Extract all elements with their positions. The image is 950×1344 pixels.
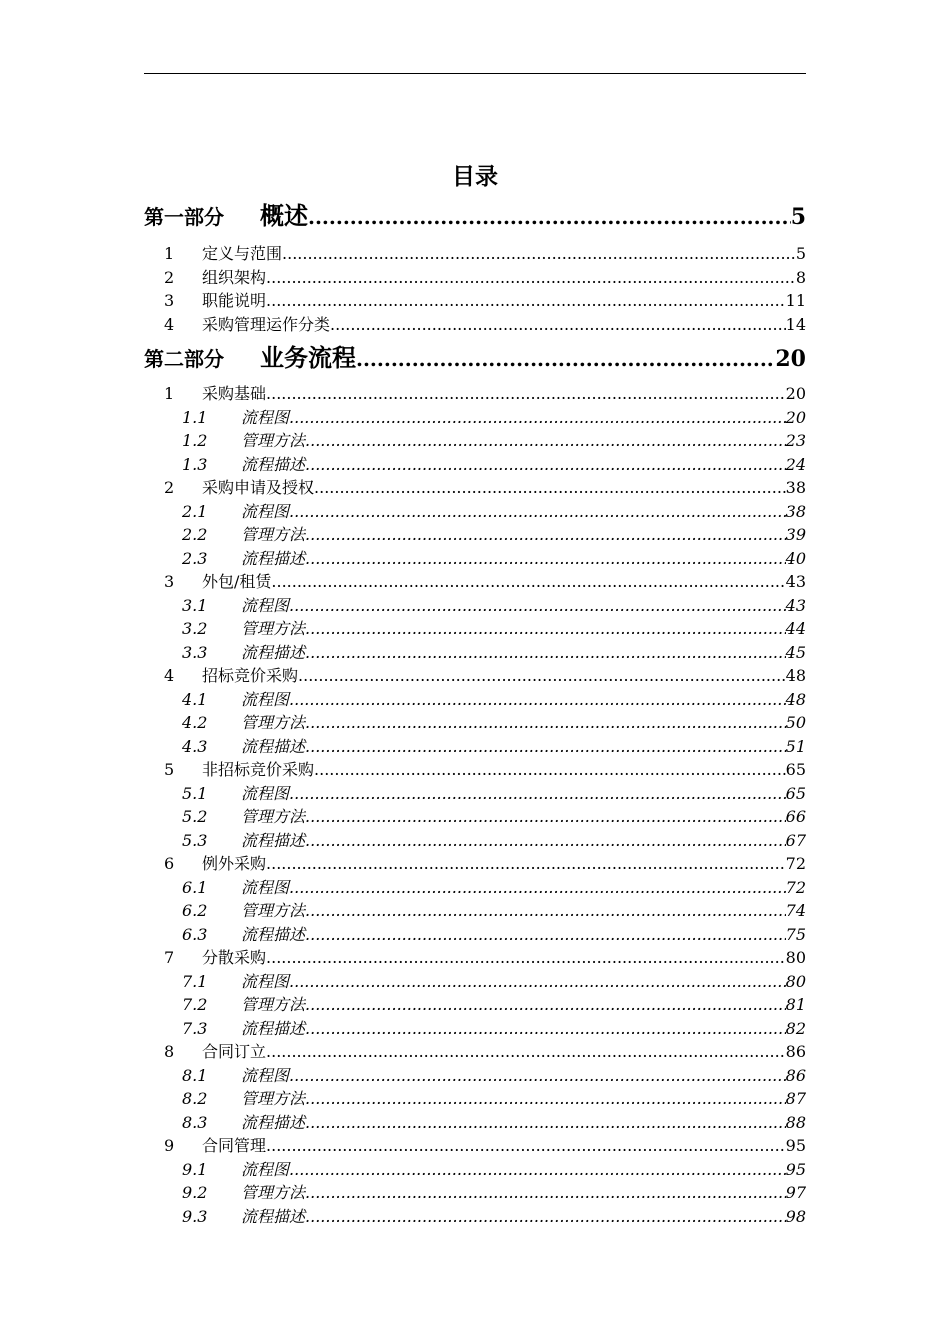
entry-page-number: 82 <box>785 1018 806 1038</box>
toc-subsection-entry[interactable] <box>144 1087 806 1111</box>
entry-leader <box>305 993 786 1017</box>
entry-leader <box>305 805 786 829</box>
toc-subsection-entry[interactable] <box>144 923 806 947</box>
toc-section-entry[interactable] <box>144 242 806 266</box>
entry-leader <box>266 289 786 313</box>
entry-page-number: 40 <box>785 548 806 568</box>
entry-page-number: 98 <box>785 1206 806 1226</box>
toc-subsection-entry[interactable] <box>144 688 806 712</box>
entry-number: 9.2 <box>182 1183 208 1202</box>
toc-section-entry[interactable] <box>144 1134 806 1158</box>
entry-number: 2.2 <box>182 525 208 544</box>
entry-number: 2.3 <box>182 548 208 568</box>
entry-label: 流程描述 <box>241 1112 306 1132</box>
entry-leader <box>266 1040 786 1064</box>
entry-number: 5 <box>164 760 175 779</box>
entry-page-number: 97 <box>785 1183 806 1202</box>
entry-number: 7 <box>164 948 175 967</box>
entry-leader <box>305 735 786 759</box>
toc-part-entry[interactable] <box>144 200 806 231</box>
entry-number: 2 <box>164 478 175 497</box>
entry-page-number: 67 <box>785 830 806 850</box>
entry-page-number: 95 <box>785 1159 806 1179</box>
entry-label: 概述 <box>260 201 308 230</box>
entry-number: 4.3 <box>182 736 208 756</box>
entry-number: 1.3 <box>182 454 208 474</box>
entry-page-number: 72 <box>785 854 806 873</box>
entry-number: 6.2 <box>182 901 208 920</box>
entry-label: 流程图 <box>241 1159 290 1179</box>
toc-subsection-entry[interactable] <box>144 735 806 759</box>
toc-subsection-entry[interactable] <box>144 711 806 735</box>
toc-section-entry[interactable] <box>144 289 806 313</box>
entry-number: 8 <box>164 1042 175 1061</box>
toc-subsection-entry[interactable] <box>144 1158 806 1182</box>
entry-leader <box>330 313 786 337</box>
table-of-contents <box>144 200 806 1228</box>
entry-leader <box>305 617 786 641</box>
entry-number: 5.2 <box>182 807 208 826</box>
entry-label: 流程图 <box>241 501 290 521</box>
entry-number: 8.2 <box>182 1089 208 1108</box>
entry-leader <box>314 476 786 500</box>
entry-leader <box>305 547 786 571</box>
entry-page-number: 65 <box>785 783 806 803</box>
entry-number: 第一部分 <box>144 205 224 229</box>
entry-label: 流程图 <box>241 971 290 991</box>
toc-subsection-entry[interactable] <box>144 805 806 829</box>
toc-subsection-entry[interactable] <box>144 829 806 853</box>
entry-leader <box>289 500 786 524</box>
entry-label: 例外采购 <box>202 854 267 873</box>
entry-number: 4 <box>164 314 175 334</box>
entry-leader <box>308 202 791 231</box>
entry-number: 3 <box>164 572 175 591</box>
entry-leader <box>271 570 785 594</box>
toc-subsection-entry[interactable] <box>144 641 806 665</box>
entry-leader <box>305 453 786 477</box>
entry-label: 流程描述 <box>241 830 306 850</box>
toc-subsection-entry[interactable] <box>144 899 806 923</box>
entry-leader <box>289 1158 786 1182</box>
toc-subsection-entry[interactable] <box>144 406 806 430</box>
toc-subsection-entry[interactable] <box>144 970 806 994</box>
entry-leader <box>305 711 786 735</box>
entry-page-number: 44 <box>785 619 806 638</box>
entry-page-number: 23 <box>785 431 806 450</box>
entry-number: 5.3 <box>182 830 208 850</box>
entry-leader <box>305 1017 786 1041</box>
entry-page-number: 20 <box>775 346 806 372</box>
entry-label: 流程图 <box>241 877 290 897</box>
entry-label: 非招标竞价采购 <box>202 760 315 779</box>
entry-label: 管理方法 <box>241 431 306 450</box>
entry-leader <box>266 382 786 406</box>
entry-label: 招标竞价采购 <box>202 666 299 685</box>
entry-leader <box>289 594 786 618</box>
entry-page-number: 87 <box>785 1089 806 1108</box>
entry-label: 采购基础 <box>202 384 267 403</box>
toc-subsection-entry[interactable] <box>144 1017 806 1041</box>
entry-page-number: 11 <box>785 291 806 310</box>
entry-page-number: 38 <box>785 478 806 497</box>
entry-number: 3.1 <box>182 595 208 615</box>
entry-number: 7.3 <box>182 1018 208 1038</box>
entry-leader <box>289 782 786 806</box>
entry-label: 流程描述 <box>241 642 306 662</box>
entry-page-number: 43 <box>785 572 806 591</box>
toc-section-entry[interactable] <box>144 852 806 876</box>
entry-leader <box>289 406 786 430</box>
entry-leader <box>305 523 786 547</box>
entry-label: 管理方法 <box>241 807 306 826</box>
entry-number: 4.1 <box>182 689 208 709</box>
entry-label: 管理方法 <box>241 995 306 1014</box>
entry-number: 8.3 <box>182 1112 208 1132</box>
entry-page-number: 95 <box>785 1136 806 1155</box>
entry-page-number: 72 <box>785 877 806 897</box>
entry-label: 管理方法 <box>241 1183 306 1202</box>
entry-label: 合同订立 <box>202 1042 267 1061</box>
entry-label: 外包/租赁 <box>202 572 272 591</box>
entry-leader <box>305 1087 786 1111</box>
toc-subsection-entry[interactable] <box>144 617 806 641</box>
toc-section-entry[interactable] <box>144 946 806 970</box>
entry-label: 管理方法 <box>241 619 306 638</box>
entry-page-number: 65 <box>785 760 806 779</box>
entry-leader <box>305 1205 786 1229</box>
entry-leader <box>266 946 786 970</box>
entry-label: 流程图 <box>241 407 290 427</box>
entry-page-number: 14 <box>785 314 806 334</box>
toc-subsection-entry[interactable] <box>144 523 806 547</box>
entry-number: 4 <box>164 666 175 685</box>
entry-label: 流程描述 <box>241 454 306 474</box>
entry-label: 业务流程 <box>260 343 356 372</box>
entry-page-number: 50 <box>785 713 806 732</box>
entry-page-number: 81 <box>785 995 806 1014</box>
entry-page-number: 80 <box>785 948 806 967</box>
toc-section-entry[interactable] <box>144 570 806 594</box>
entry-label: 管理方法 <box>241 1089 306 1108</box>
entry-number: 8.1 <box>182 1065 208 1085</box>
entry-label: 流程图 <box>241 689 290 709</box>
toc-section-entry[interactable] <box>144 476 806 500</box>
toc-section-entry[interactable] <box>144 664 806 688</box>
entry-page-number: 39 <box>785 525 806 544</box>
entry-number: 3.2 <box>182 619 208 638</box>
entry-page-number: 80 <box>785 971 806 991</box>
toc-subsection-entry[interactable] <box>144 429 806 453</box>
entry-number: 1 <box>164 244 175 263</box>
entry-label: 流程描述 <box>241 1206 306 1226</box>
entry-number: 3 <box>164 291 175 310</box>
entry-label: 管理方法 <box>241 713 306 732</box>
entry-label: 流程图 <box>241 783 290 803</box>
entry-page-number: 8 <box>795 267 806 287</box>
entry-label: 职能说明 <box>202 291 267 310</box>
toc-subsection-entry[interactable] <box>144 1181 806 1205</box>
entry-page-number: 51 <box>785 736 806 756</box>
entry-number: 6.1 <box>182 877 208 897</box>
entry-leader <box>305 641 786 665</box>
header-rule <box>144 73 806 74</box>
entry-leader <box>356 344 775 373</box>
entry-label: 组织架构 <box>202 267 267 287</box>
toc-section-entry[interactable] <box>144 758 806 782</box>
toc-subsection-entry[interactable] <box>144 1111 806 1135</box>
entry-page-number: 48 <box>785 689 806 709</box>
entry-page-number: 38 <box>785 501 806 521</box>
toc-title: 目录 <box>452 163 498 190</box>
entry-page-number: 5 <box>790 204 806 230</box>
entry-leader <box>314 758 786 782</box>
entry-label: 流程描述 <box>241 1018 306 1038</box>
toc-subsection-entry[interactable] <box>144 500 806 524</box>
entry-label: 分散采购 <box>202 948 267 967</box>
toc-subsection-entry[interactable] <box>144 782 806 806</box>
entry-number: 1.2 <box>182 431 208 450</box>
entry-leader <box>282 242 796 266</box>
entry-page-number: 75 <box>785 924 806 944</box>
entry-label: 流程图 <box>241 595 290 615</box>
entry-label: 管理方法 <box>241 525 306 544</box>
toc-subsection-entry[interactable] <box>144 993 806 1017</box>
entry-label: 合同管理 <box>202 1136 267 1155</box>
entry-page-number: 86 <box>785 1065 806 1085</box>
entry-leader <box>289 1064 786 1088</box>
toc-section-entry[interactable] <box>144 313 806 337</box>
toc-subsection-entry[interactable] <box>144 1064 806 1088</box>
entry-leader <box>289 688 786 712</box>
toc-part-entry[interactable] <box>144 342 806 373</box>
entry-number: 7.1 <box>182 971 208 991</box>
entry-page-number: 74 <box>785 901 806 920</box>
entry-leader <box>298 664 786 688</box>
entry-number: 7.2 <box>182 995 208 1014</box>
entry-number: 3.3 <box>182 642 208 662</box>
entry-page-number: 5 <box>795 244 806 263</box>
entry-page-number: 48 <box>785 666 806 685</box>
entry-number: 6.3 <box>182 924 208 944</box>
entry-leader <box>305 1111 786 1135</box>
entry-leader <box>266 852 786 876</box>
entry-number: 4.2 <box>182 713 208 732</box>
entry-number: 9 <box>164 1136 175 1155</box>
toc-section-entry[interactable] <box>144 266 806 290</box>
toc-section-entry[interactable] <box>144 1040 806 1064</box>
entry-page-number: 88 <box>785 1112 806 1132</box>
entry-leader <box>305 829 786 853</box>
entry-number: 2.1 <box>182 501 208 521</box>
entry-leader <box>305 1181 786 1205</box>
entry-leader <box>305 429 786 453</box>
entry-leader <box>289 970 786 994</box>
toc-subsection-entry[interactable] <box>144 453 806 477</box>
toc-subsection-entry[interactable] <box>144 547 806 571</box>
entry-page-number: 66 <box>785 807 806 826</box>
entry-number: 1 <box>164 384 175 403</box>
toc-subsection-entry[interactable] <box>144 594 806 618</box>
entry-label: 采购申请及授权 <box>202 478 315 497</box>
entry-leader <box>289 876 786 900</box>
toc-subsection-entry[interactable] <box>144 876 806 900</box>
entry-label: 流程描述 <box>241 736 306 756</box>
entry-leader <box>305 923 786 947</box>
entry-page-number: 45 <box>785 642 806 662</box>
entry-number: 2 <box>164 267 175 287</box>
entry-page-number: 20 <box>785 384 806 403</box>
entry-number: 6 <box>164 854 175 873</box>
toc-subsection-entry[interactable] <box>144 1205 806 1229</box>
entry-number: 1.1 <box>182 407 208 427</box>
entry-label: 采购管理运作分类 <box>202 314 331 334</box>
toc-section-entry[interactable] <box>144 382 806 406</box>
entry-leader <box>266 266 796 290</box>
entry-number: 5.1 <box>182 783 208 803</box>
entry-label: 流程描述 <box>241 924 306 944</box>
entry-page-number: 43 <box>785 595 806 615</box>
entry-number: 9.3 <box>182 1206 208 1226</box>
entry-label: 流程图 <box>241 1065 290 1085</box>
entry-label: 流程描述 <box>241 548 306 568</box>
entry-page-number: 20 <box>785 407 806 427</box>
entry-number: 9.1 <box>182 1159 208 1179</box>
entry-leader <box>305 899 786 923</box>
entry-page-number: 24 <box>785 454 806 474</box>
entry-leader <box>266 1134 786 1158</box>
entry-page-number: 86 <box>785 1042 806 1061</box>
entry-label: 管理方法 <box>241 901 306 920</box>
entry-number: 第二部分 <box>144 347 224 371</box>
entry-label: 定义与范围 <box>202 244 283 263</box>
